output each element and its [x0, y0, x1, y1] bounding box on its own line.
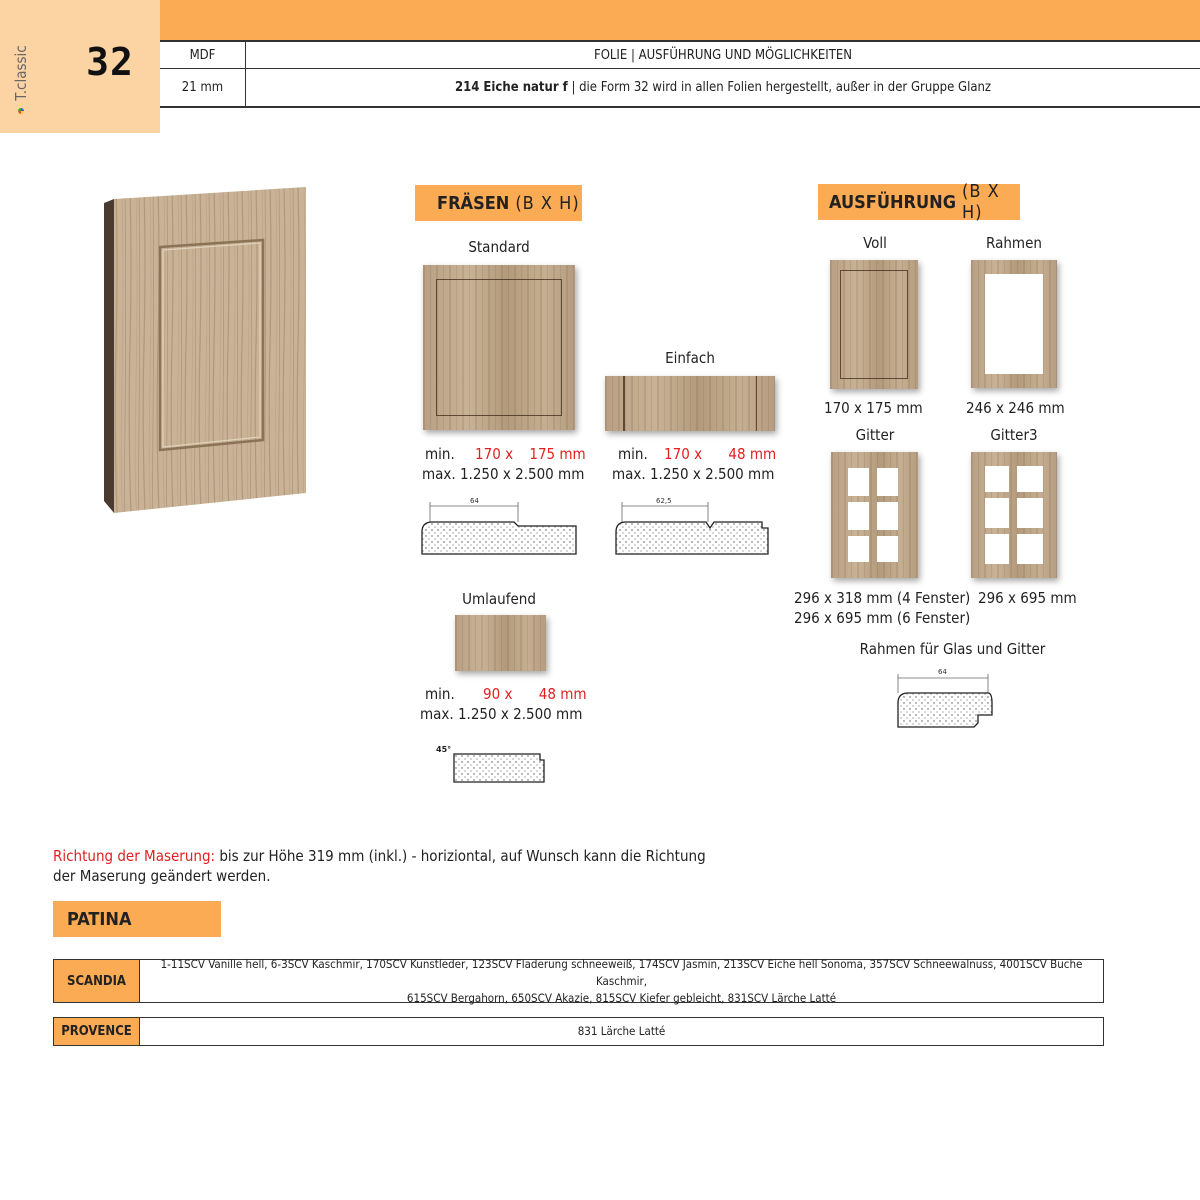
gitter-pane-4	[877, 502, 898, 530]
voll-caption: Voll	[863, 234, 887, 252]
gitter3-door-image	[971, 452, 1057, 578]
frame-profile-caption: Rahmen für Glas und Gitter	[859, 640, 1046, 658]
einfach-groove-left	[623, 376, 625, 431]
brand-logo-icon	[18, 108, 24, 114]
grain-direction-line2: der Maserung geändert werden.	[53, 867, 271, 885]
standard-min	[425, 445, 586, 463]
fraesen-dims: (B X H)	[515, 192, 580, 214]
gitter-pane-6	[877, 536, 898, 562]
spec-mdf-value: 21 mm	[160, 69, 246, 106]
standard-door-image	[423, 265, 575, 430]
gitter-pane-2	[877, 468, 898, 496]
spec-folie-decor: 214 Eiche natur f	[454, 80, 568, 95]
frame-profile-drawing	[890, 665, 1000, 731]
einfach-groove-right	[756, 376, 758, 431]
patina-provence-label: PROVENCE	[54, 1018, 140, 1045]
ausfuehrung-dims: (B X H)	[962, 181, 1000, 223]
brand-text: T.classic	[12, 45, 30, 101]
patina-provence-decors: 831 Lärche Latté	[577, 1024, 666, 1038]
umlaufend-min-height: 48 mm	[538, 685, 587, 703]
patina-scandia-line1: 1-11SCV Vanille hell, 6-3SCV Kaschmir, 170SCV Kunstleder, 123SCV Fladerung schneeweiß, 174SCV Jasmin, 213SCV Eiche hell Sonoma, 357SCV Schneewalnuss, 4001SCV Buche Kaschmir,	[160, 956, 1083, 988]
gitter-pane-5	[848, 536, 869, 562]
standard-min-width: 170 x	[475, 445, 514, 463]
patina-row-provence	[53, 1017, 1104, 1046]
einfach-min-label: min.	[618, 445, 648, 463]
standard-profile-svg	[418, 492, 583, 562]
fraesen-title: FRÄSEN	[437, 192, 510, 214]
patina-section-title	[53, 901, 221, 937]
umlaufend-profile-svg	[436, 742, 548, 786]
ausfuehrung-title: AUSFÜHRUNG	[829, 191, 957, 213]
patina-scandia-decors	[140, 956, 1103, 1005]
rahmen-glass	[985, 274, 1043, 374]
umlaufend-min-width: 90 x	[483, 685, 513, 703]
header-band	[160, 0, 1200, 40]
spec-col-folie-header: FOLIE | AUSFÜHRUNG UND MÖGLICHKEITEN	[593, 47, 853, 63]
standard-min-height: 175 mm	[529, 445, 586, 463]
umlaufend-door-image	[455, 615, 546, 671]
gitter-size-1: 296 x 318 mm (4 Fenster)	[794, 589, 971, 607]
spec-folie-value	[246, 69, 1200, 106]
einfach-door-image	[605, 376, 775, 431]
door-front-image	[100, 185, 310, 515]
grain-direction-label: Richtung der Maserung:	[53, 847, 216, 865]
grain-direction-line1: bis zur Höhe 319 mm (inkl.) - horiziontal, auf Wunsch kann die Richtung	[215, 847, 706, 865]
gitter-caption: Gitter	[855, 426, 895, 444]
gitter3-pane-6	[1017, 534, 1043, 564]
grain-direction-note	[53, 846, 713, 886]
standard-profile-dim: 64	[470, 497, 479, 505]
gitter3-pane-2	[1017, 466, 1043, 492]
brand-label	[12, 22, 38, 114]
umlaufend-caption: Umlaufend	[462, 590, 536, 608]
einfach-max: max. 1.250 x 2.500 mm	[612, 465, 775, 483]
gitter-pane-3	[848, 502, 869, 530]
voll-groove	[840, 270, 908, 379]
spec-col-mdf-header: MDF	[160, 42, 246, 68]
einfach-min-height: 48 mm	[728, 445, 777, 463]
gitter3-size: 296 x 695 mm	[978, 589, 1077, 607]
gitter-pane-1	[848, 468, 869, 496]
spec-table-header-row	[160, 42, 1200, 69]
einfach-profile-dim: 62,5	[656, 497, 672, 505]
patina-scandia-label: SCANDIA	[54, 960, 140, 1002]
patina-title: PATINA	[67, 908, 132, 930]
einfach-caption: Einfach	[665, 349, 715, 367]
spec-table-value-row	[160, 69, 1200, 106]
umlaufend-min-label: min.	[425, 685, 455, 703]
patina-row-scandia	[53, 956, 1104, 1005]
rahmen-size: 246 x 246 mm	[966, 399, 1065, 417]
gitter-door-image	[831, 452, 918, 578]
umlaufend-profile-drawing	[436, 742, 548, 786]
standard-min-label: min.	[425, 445, 455, 463]
standard-max: max. 1.250 x 2.500 mm	[422, 465, 585, 483]
standard-caption: Standard	[468, 238, 530, 256]
gitter3-pane-3	[985, 498, 1009, 528]
gitter3-pane-5	[985, 534, 1009, 564]
fraesen-section-title	[415, 185, 582, 221]
gitter3-pane-4	[1017, 498, 1043, 528]
ausfuehrung-section-title	[818, 181, 1020, 223]
einfach-min	[618, 445, 776, 463]
rahmen-door-image	[971, 260, 1057, 388]
umlaufend-max: max. 1.250 x 2.500 mm	[420, 705, 583, 723]
umlaufend-min	[425, 685, 587, 703]
voll-size: 170 x 175 mm	[824, 399, 923, 417]
frame-profile-svg	[890, 665, 1000, 731]
einfach-profile-drawing	[612, 492, 777, 562]
einfach-profile-svg	[612, 492, 777, 562]
spec-table	[160, 40, 1200, 108]
voll-door-image	[830, 260, 918, 389]
door-front-drawing	[100, 185, 310, 515]
gitter-size-2: 296 x 695 mm (6 Fenster)	[794, 609, 971, 627]
spec-folie-note: | die Form 32 wird in allen Folien hergestellt, außer in der Gruppe Glanz	[567, 80, 992, 95]
standard-profile-drawing	[418, 492, 583, 562]
umlaufend-profile-angle: 45°	[436, 745, 452, 754]
gitter3-pane-1	[985, 466, 1009, 492]
standard-groove	[436, 279, 562, 416]
frame-profile-dim: 64	[938, 668, 947, 676]
einfach-min-width: 170 x	[664, 445, 703, 463]
gitter3-caption: Gitter3	[990, 426, 1038, 444]
rahmen-caption: Rahmen	[986, 234, 1042, 252]
patina-scandia-line2: 615SCV Bergahorn, 650SCV Akazie, 815SCV Kiefer gebleicht, 831SCV Lärche Latté	[406, 990, 837, 1005]
form-number: 32	[86, 40, 134, 84]
